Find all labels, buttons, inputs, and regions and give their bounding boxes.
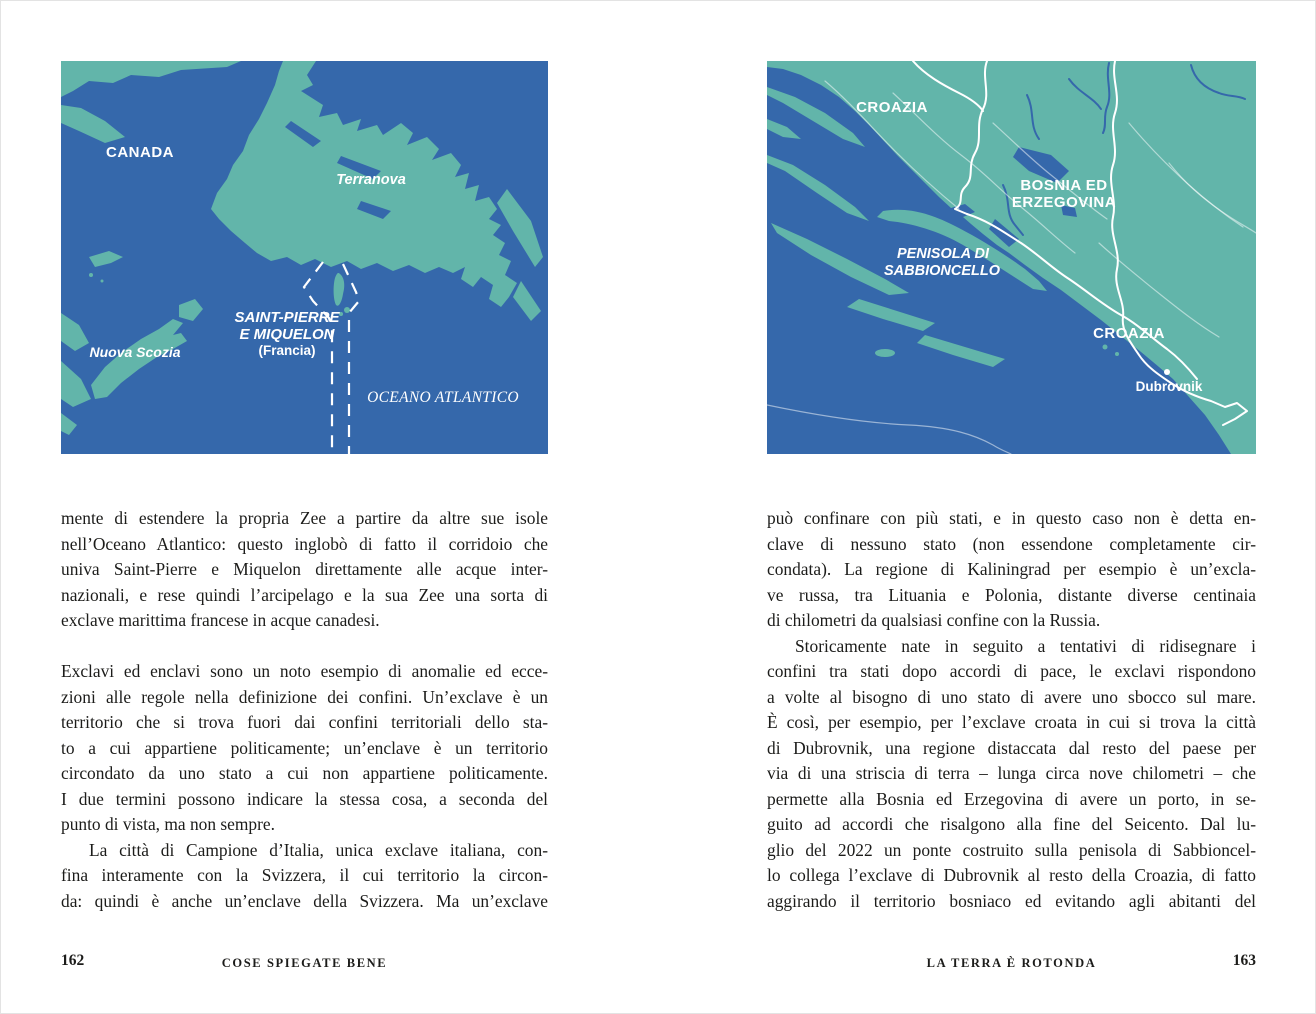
text-line: glio del 2022 un ponte costruito sulla penisola di Sabbioncel- — [767, 839, 1256, 860]
text-line: confini tra stati dopo accordi di pace, le exclavi rispondono — [767, 661, 1256, 681]
small-island — [101, 280, 104, 283]
paragraph-gap — [61, 634, 548, 660]
text-line: nell’Oceano Atlantico: questo inglobò di fatto il corridoio che — [61, 533, 548, 554]
text-line: ve russa, tra Lituania e Polonia, distante diverse centinaia — [767, 584, 1256, 605]
text-line: condata). La regione di Kaliningrad per esempio è un’excla- — [767, 559, 1256, 579]
text-line: Storicamente nate in seguito a tentativi di ridisegnare i — [795, 635, 1256, 656]
text-line: I due termini possono indicare la stessa cosa, a seconda del — [61, 788, 548, 809]
small-island — [875, 349, 895, 357]
label-oceano-atlantico: OCEANO ATLANTICO — [367, 389, 519, 406]
page-number-left: 162 — [61, 952, 85, 969]
label-bosnia-line1: BOSNIA ED — [1020, 177, 1108, 194]
label-saint-pierre-line1: SAINT-PIERRE — [234, 309, 340, 326]
text-line: zioni alle regole nella definizione dei confini. Un’exclave è un — [61, 686, 548, 707]
running-title-left: COSE SPIEGATE BENE — [221, 956, 388, 970]
text-line: via di una striscia di terra – lunga circa nove chilometri – che — [767, 763, 1256, 783]
text-line: Exclavi ed enclavi sono un noto esempio di anomalie ed ecce- — [61, 661, 548, 681]
text-line: circondato da uno stato a cui non appartiene politicamente. — [61, 763, 548, 783]
small-island — [1103, 345, 1108, 350]
text-line: da: quindi è anche un’enclave della Svizzera. Ma un’exclave — [61, 890, 548, 911]
map-dubrovnik-sabbioncello — [767, 61, 1256, 454]
text-line: La città di Campione d’Italia, unica exclave italiana, con- — [89, 839, 548, 860]
text-line: mente di estendere la propria Zee a partire da altre sue isole — [61, 508, 548, 528]
text-line: di chilometri da qualsiasi confine con la Russia. — [767, 610, 1101, 630]
label-francia: (Francia) — [258, 343, 316, 358]
text-line: È così, per esempio, per l’exclave croata in cui si trova la città — [767, 712, 1256, 732]
text-line: può confinare con più stati, e in questo caso non è detta en- — [767, 508, 1256, 528]
text-line: clave di nessuno stato (non essendone completamente cir- — [767, 533, 1256, 554]
text-line: univa Saint-Pierre e Miquelon direttamente alle acque inter- — [61, 559, 548, 579]
text-line: di Dubrovnik, una regione distaccata dal resto del paese per — [767, 737, 1256, 758]
text-line: nazionali, e rese quindi l’arcipelago e la sua Zee una sorta di — [61, 584, 548, 605]
map-saint-pierre-miquelon — [61, 61, 548, 454]
dubrovnik-marker — [1164, 369, 1170, 375]
text-line: territorio che si trova fuori dai confini territoriali dello sta- — [61, 712, 548, 732]
saint-pierre-island — [344, 307, 350, 313]
page-number-right: 163 — [1232, 952, 1256, 969]
text-line: exclave marittima francese in acque canadesi. — [61, 610, 380, 630]
label-terranova: Terranova — [336, 172, 406, 188]
label-canada: CANADA — [106, 144, 174, 161]
text-line: aggirando il territorio bosniaco ed evitando agli abitanti del — [767, 890, 1256, 911]
body-text-left — [61, 506, 548, 914]
label-croazia-bottom: CROAZIA — [1093, 325, 1165, 342]
text-line: fina interamente con la Svizzera, il cui territorio la circon- — [61, 865, 548, 885]
label-nuova-scozia: Nuova Scozia — [89, 344, 181, 360]
small-island — [89, 273, 93, 277]
label-penisola-line1: PENISOLA DI — [896, 246, 990, 262]
running-title-right: LA TERRA È ROTONDA — [926, 956, 1097, 970]
text-line: lo collega l’exclave di Dubrovnik al resto della Croazia, di fatto — [767, 865, 1256, 885]
text-line: a volte al bisogno di uno stato di avere uno sbocco sul mare. — [767, 686, 1256, 707]
label-saint-pierre-line2: E MIQUELON — [239, 326, 335, 343]
saint-pierre-island — [339, 312, 343, 316]
label-bosnia-line2: ERZEGOVINA — [1011, 194, 1117, 211]
label-penisola-line2: SABBIONCELLO — [884, 263, 1000, 279]
text-line: permette alla Bosnia ed Erzegovina di avere un porto, in se- — [767, 788, 1256, 809]
body-text-right — [767, 506, 1256, 914]
text-line: punto di vista, ma non sempre. — [61, 814, 275, 834]
label-dubrovnik: Dubrovnik — [1135, 379, 1203, 394]
label-croazia-top: CROAZIA — [856, 99, 928, 116]
small-island — [1115, 352, 1119, 356]
text-line: guito ad accordi che risalgono alla fine del Seicento. Dal lu- — [767, 814, 1256, 834]
text-line: to a cui appartiene politicamente; un’enclave è un territorio — [61, 737, 548, 758]
